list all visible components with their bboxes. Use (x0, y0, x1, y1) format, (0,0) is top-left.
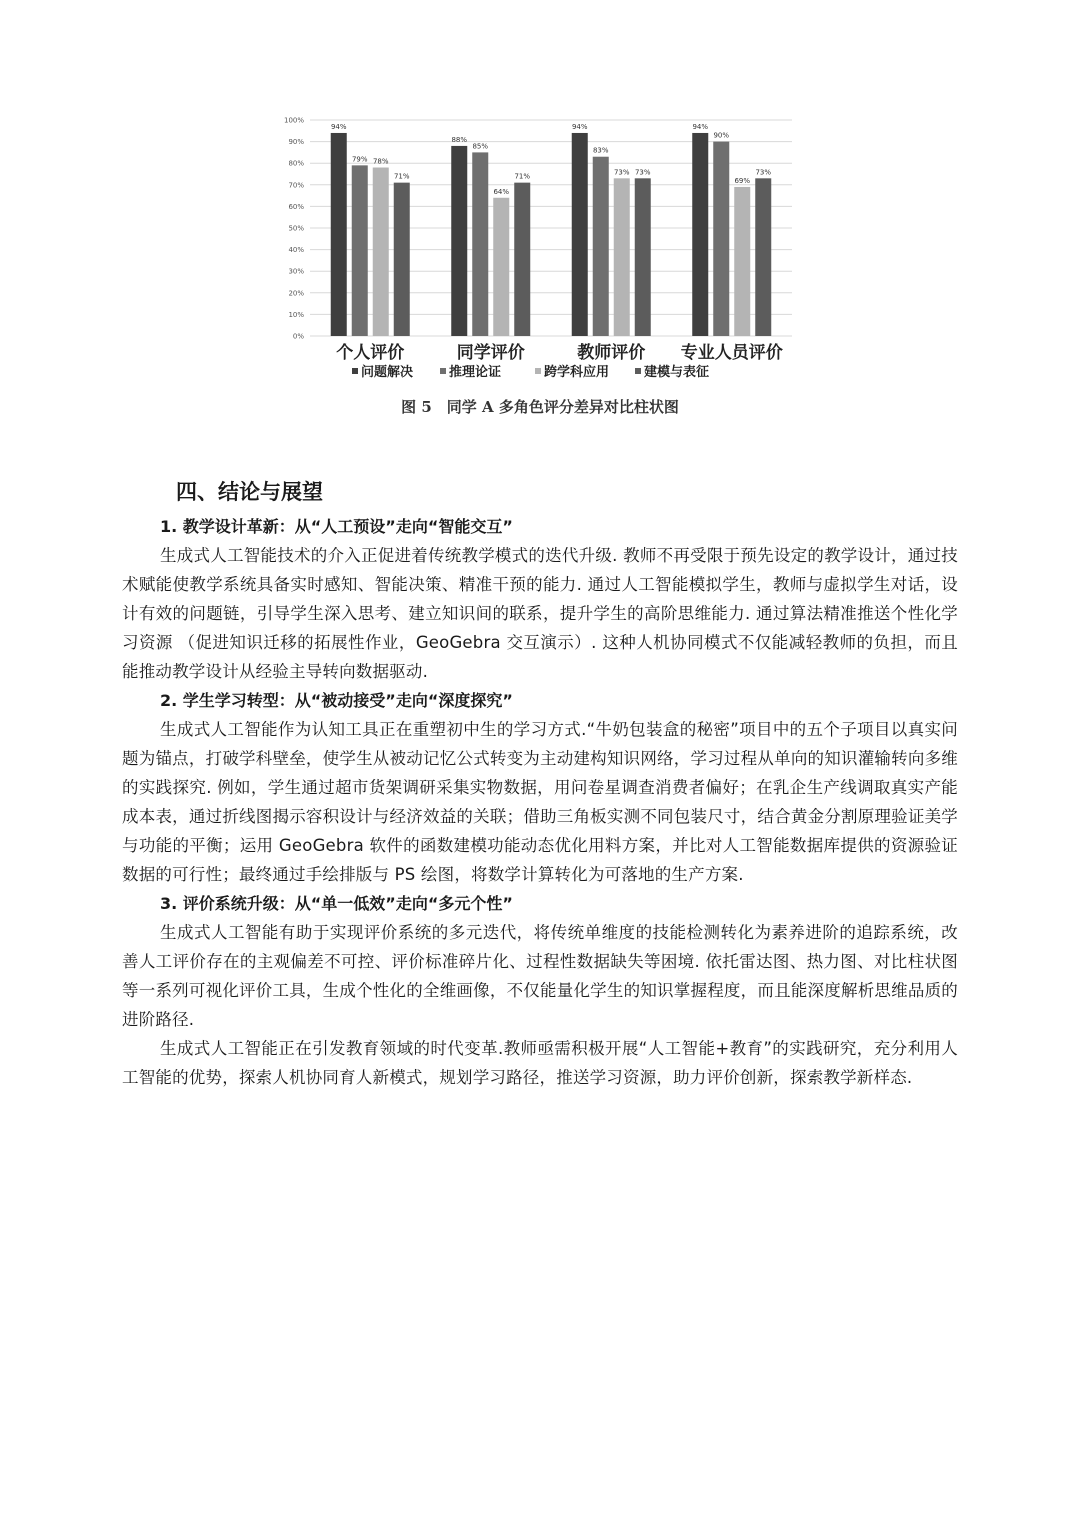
bar-1-1 (331, 133, 347, 336)
subsection-paragraph-1: 生成式人工智能技术的介入正促进着传统教学模式的迭代升级. 教师不再受限于预先设定的教学设计，通过技术赋能使教学系统具备实时感知、智能决策、精准干预的能力. 通过人工智能模拟学生，教师与虚拟学生对话，设计有效的问题链，引导学生深入思考、建立知识间的联系，提升学生的高阶思维能力. 通过算法精准推送个性化学习资源 （促进知识迁移的拓展性作业，GeoGebra 交互演示）. 这种人机协同模式不仅能减轻教师的负担，而且能推动教学设计从经验主导转向数据驱动. (122, 546, 958, 681)
bar-value-label: 73% (634, 168, 651, 177)
bar-value-label: 69% (734, 176, 751, 185)
subsection-heading-3: 3. 评价系统升级：从“单一低效”走向“多元个性” (160, 894, 513, 913)
closing-paragraph: 生成式人工智能正在引发教育领域的时代变革.教师亟需积极开展“人工智能+教育”的实践研究，充分利用人工智能的优势，探索人机协同育人新模式，规划学习路径，推送学习资源，助力评价创新，探索教学新样态. (122, 1039, 958, 1087)
y-tick-label: 0% (292, 332, 304, 341)
y-tick-label: 100% (283, 116, 304, 125)
y-tick-label: 80% (288, 159, 304, 168)
subsection-heading-2: 2. 学生学习转型：从“被动接受”走向“深度探究” (160, 691, 513, 710)
subsection-paragraph-3: 生成式人工智能有助于实现评价系统的多元迭代，将传统单维度的技能检测转化为素养进阶的追踪系统，改善人工评价存在的主观偏差不可控、评价标准碎片化、过程性数据缺失等困境. 依托雷达图、热力图、对比柱状图等一系列可视化评价工具，生成个性化的全维画像，不仅能量化学生的知识掌握程度，而且能深度解析思维品质的进阶路径. (122, 923, 958, 1029)
bar-value-label: 73% (755, 168, 772, 177)
legend-label: 跨学科应用 (544, 365, 610, 380)
legend-label: 建模与表征 (644, 365, 710, 380)
bar-1-4 (394, 183, 410, 336)
bar-value-label: 85% (472, 142, 489, 151)
x-category-label: 个人评价 (336, 343, 405, 363)
y-tick-label: 70% (288, 181, 304, 190)
bar-value-label: 78% (372, 157, 389, 166)
bar-chart-figure (280, 108, 800, 428)
bar-4-3 (734, 187, 750, 336)
bar-2-4 (514, 183, 530, 336)
bar-3-3 (614, 178, 630, 336)
x-category-label: 教师评价 (577, 343, 646, 363)
bar-1-2 (352, 165, 368, 336)
y-tick-label: 60% (288, 202, 304, 211)
bar-2-2 (472, 152, 488, 336)
bar-1-3 (373, 168, 389, 336)
section-title: 四、结论与展望 (176, 480, 323, 504)
bar-2-1 (451, 146, 467, 336)
legend-label: 问题解决 (361, 365, 414, 380)
bar-value-label: 79% (351, 155, 368, 164)
bar-value-label: 83% (592, 146, 609, 155)
legend (352, 364, 709, 380)
x-category-label: 专业人员评价 (680, 343, 783, 363)
bar-2-3 (493, 198, 509, 336)
y-tick-label: 40% (288, 246, 304, 255)
legend-swatch (440, 368, 446, 374)
bar-value-label: 73% (613, 168, 630, 177)
figure-caption: 图 5 同学 A 多角色评分差异对比柱状图 (401, 398, 679, 416)
subsection-heading-1: 1. 教学设计革新：从“人工预设”走向“智能交互” (160, 517, 513, 536)
bar-3-1 (572, 133, 588, 336)
bar-value-label: 71% (393, 172, 410, 181)
subsection-paragraph-2: 生成式人工智能作为认知工具正在重塑初中生的学习方式.“牛奶包装盒的秘密”项目中的五个子项目以真实问题为锚点，打破学科壁垒，使学生从被动记忆公式转变为主动建构知识网络，学习过程从单向的知识灌输转向多维的实践探究. 例如，学生通过超市货架调研采集实物数据，用问卷星调查消费者偏好；在乳企生产线调取真实产能成本表，通过折线图揭示容积设计与经济效益的关联；借助三角板实测不同包装尺寸，结合黄金分割原理验证美学与功能的平衡；运用 GeoGebra 软件的函数建模功能动态优化用料方案，并比对人工智能数据库提供的资源验证数据的可行性；最终通过手绘排版与 PS 绘图，将数学计算转化为可落地的生产方案. (122, 720, 958, 884)
bar-value-label: 71% (514, 172, 531, 181)
bar-value-label: 88% (451, 135, 468, 144)
legend-swatch (535, 368, 541, 374)
bar-3-2 (593, 157, 609, 336)
legend-label: 推理论证 (449, 365, 502, 380)
bar-value-label: 94% (330, 122, 347, 131)
bar-3-4 (635, 178, 651, 336)
conclusion-section (122, 472, 958, 1092)
bar-4-1 (692, 133, 708, 336)
y-tick-label: 90% (288, 138, 304, 147)
bar-4-4 (755, 178, 771, 336)
legend-swatch (635, 368, 641, 374)
bar-4-2 (713, 142, 729, 336)
bar-value-label: 64% (493, 187, 510, 196)
bar-value-label: 94% (571, 122, 588, 131)
bar-value-label: 90% (713, 131, 730, 140)
bar-chart (280, 108, 800, 428)
y-tick-label: 50% (288, 224, 304, 233)
y-tick-label: 30% (288, 267, 304, 276)
y-tick-label: 10% (288, 310, 304, 319)
bar-value-label: 94% (692, 122, 709, 131)
x-category-label: 同学评价 (456, 343, 525, 363)
legend-swatch (352, 368, 358, 374)
y-tick-label: 20% (288, 289, 304, 298)
